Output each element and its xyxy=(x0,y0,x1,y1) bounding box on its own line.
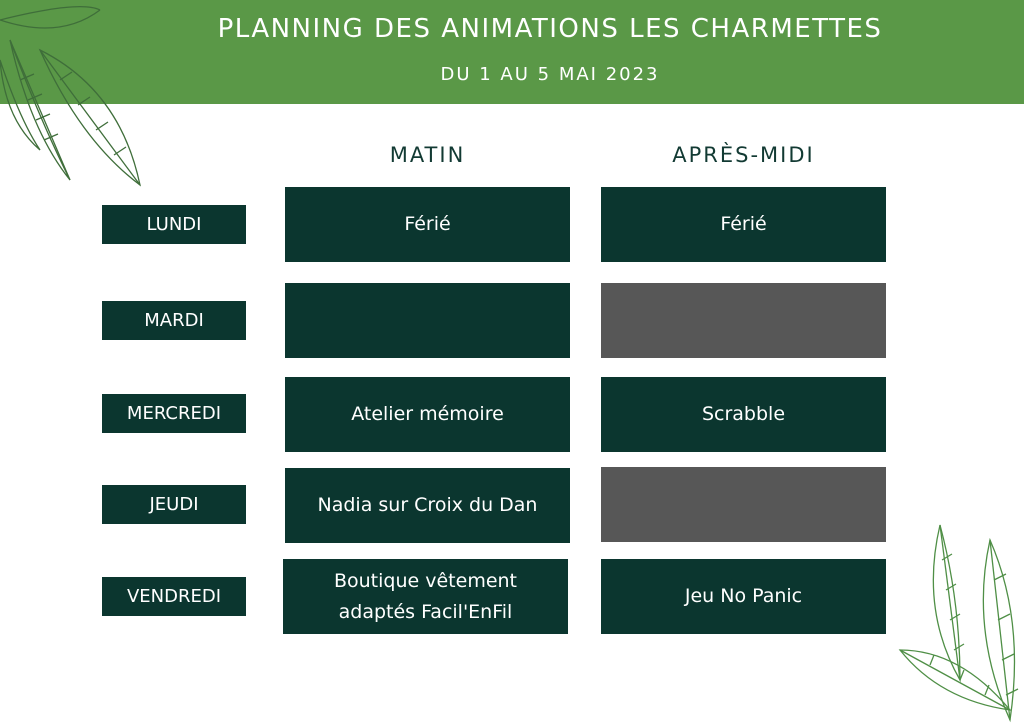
leaf-decoration-top-left-icon xyxy=(0,0,160,190)
cell-mercredi-afternoon: Scrabble xyxy=(601,377,886,452)
page-subtitle: DU 1 AU 5 MAI 2023 xyxy=(440,64,660,85)
cell-jeudi-morning: Nadia sur Croix du Dan xyxy=(285,468,570,543)
day-label-vendredi: VENDREDI xyxy=(102,577,246,616)
cell-lundi-morning: Férié xyxy=(285,187,570,262)
day-label-mardi: MARDI xyxy=(102,301,246,340)
day-label-jeudi: JEUDI xyxy=(102,485,246,524)
day-label-lundi: LUNDI xyxy=(102,205,246,244)
cell-vendredi-morning: Boutique vêtement adaptés Facil'EnFil xyxy=(283,559,568,634)
day-label-mercredi: MERCREDI xyxy=(102,394,246,433)
column-header-afternoon: APRÈS-MIDI xyxy=(672,143,815,167)
cell-mardi-afternoon xyxy=(601,283,886,358)
cell-mardi-morning xyxy=(285,283,570,358)
cell-jeudi-afternoon xyxy=(601,467,886,542)
column-header-morning: MATIN xyxy=(389,143,466,167)
leaf-decoration-bottom-right-icon xyxy=(890,520,1024,724)
cell-lundi-afternoon: Férié xyxy=(601,187,886,262)
page-title: PLANNING DES ANIMATIONS LES CHARMETTES xyxy=(217,14,883,44)
cell-vendredi-afternoon: Jeu No Panic xyxy=(601,559,886,634)
cell-mercredi-morning: Atelier mémoire xyxy=(285,377,570,452)
